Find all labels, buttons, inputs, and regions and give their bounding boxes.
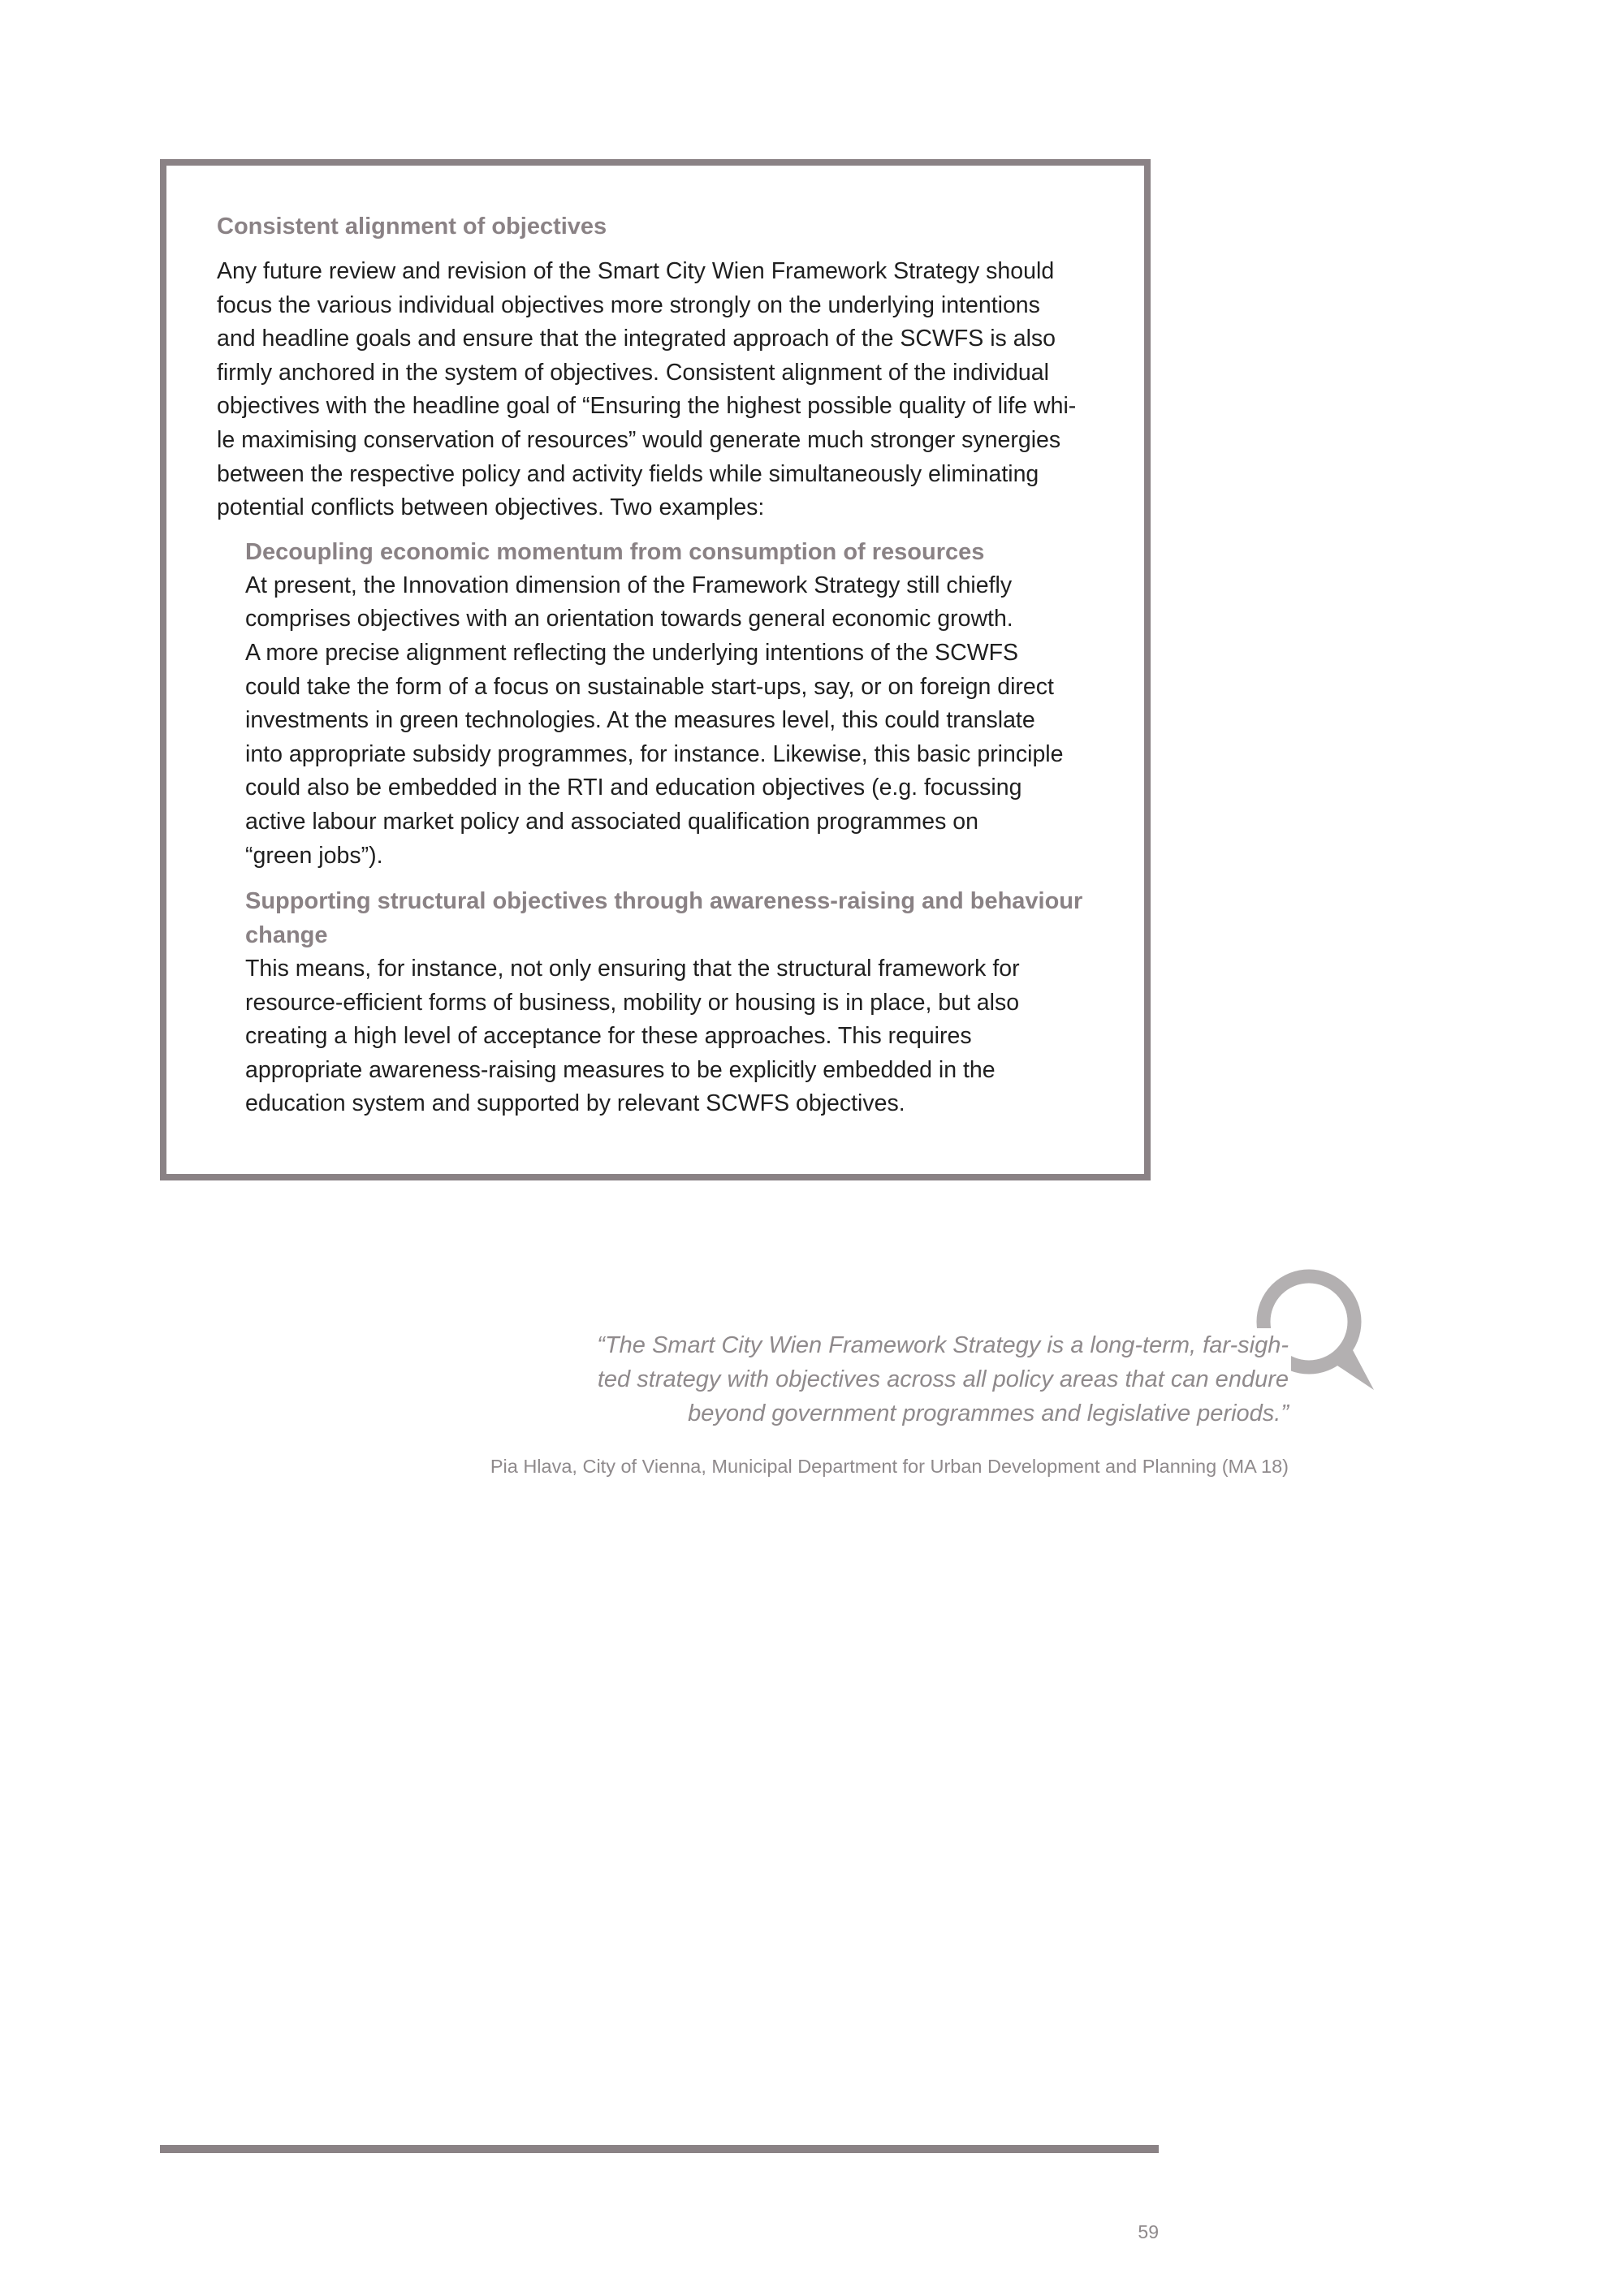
example-line: creating a high level of acceptance for these approaches. This requires [245,1023,972,1050]
info-box-content [217,209,1110,1121]
box-heading: Consistent alignment of objectives [217,214,607,240]
example-heading [245,535,1110,569]
intro-line: firmly anchored in the system of objectives. Consistent alignment of the individual [217,359,1049,386]
intro-line: Any future review and revision of the Smart City Wien Framework Strategy should [217,258,1055,284]
intro-line: le maximising conservation of resources” would generate much stronger synergies [217,426,1061,453]
page-number: 59 [1138,2221,1159,2242]
example-heading-line: Supporting structural objectives through awareness-raising [245,888,916,915]
intro-line: objectives with the headline goal of “Ensuring the highest possible quality of life whi- [217,393,1077,420]
example-awareness [245,884,1110,1121]
example-line: This means, for instance, not only ensuring that the structural framework for [245,956,1020,982]
example-heading [245,884,1110,952]
example-line: could take the form of a focus on sustainable start-ups, say, or on foreign direct [245,673,1054,700]
example-line: appropriate awareness-raising measures to be explicitly embedded in the [245,1056,996,1083]
intro-line: focus the various individual objectives more strongly on the underlying intentions [217,291,1040,318]
example-heading-line: and behaviour change [245,888,1083,949]
example-line: resource-efficient forms of business, mobility or housing is in place, but also [245,989,1020,1016]
example-line: into appropriate subsidy programmes, for instance. Likewise, this basic principle [245,740,1064,767]
example-line: investments in green technologies. At the measures level, this could translate [245,707,1035,734]
example-heading-line: Decoupling economic momentum from consumption of resources [245,538,985,565]
pull-quote [597,1328,1289,1431]
example-line: A more precise alignment reflecting the underlying intentions of the SCWFS [245,639,1019,666]
intro-line: between the respective policy and activity fields while simultaneously eliminating [217,460,1039,487]
footer-divider [160,2145,1159,2153]
example-decoupling [245,535,1110,873]
example-line: education system and supported by relevant SCWFS objectives. [245,1090,905,1117]
example-line: “green jobs”). [245,842,383,869]
example-line: active labour market policy and associated qualification programmes on [245,808,978,835]
quote-line: ted strategy with objectives across all policy areas that can endure [597,1366,1289,1392]
example-body [245,952,1110,1121]
example-body [245,569,1110,873]
quote-attribution: Pia Hlava, City of Vienna, Municipal Department for Urban Development and Planning (MA 18) [490,1456,1289,1477]
example-line: comprises objectives with an orientation towards general economic growth. [245,606,1013,632]
quote-line: beyond government programmes and legislative periods.” [688,1400,1289,1426]
example-line: could also be embedded in the RTI and education objectives (e.g. focussing [245,775,1022,801]
intro-paragraph [217,255,1110,525]
intro-line: and headline goals and ensure that the integrated approach of the SCWFS is also [217,326,1056,352]
example-line: At present, the Innovation dimension of the Framework Strategy still chiefly [245,572,1013,598]
quote-line: “The Smart City Wien Framework Strategy is a long-term, far-sigh- [597,1332,1289,1358]
intro-line: potential conflicts between objectives. Two examples: [217,494,765,521]
